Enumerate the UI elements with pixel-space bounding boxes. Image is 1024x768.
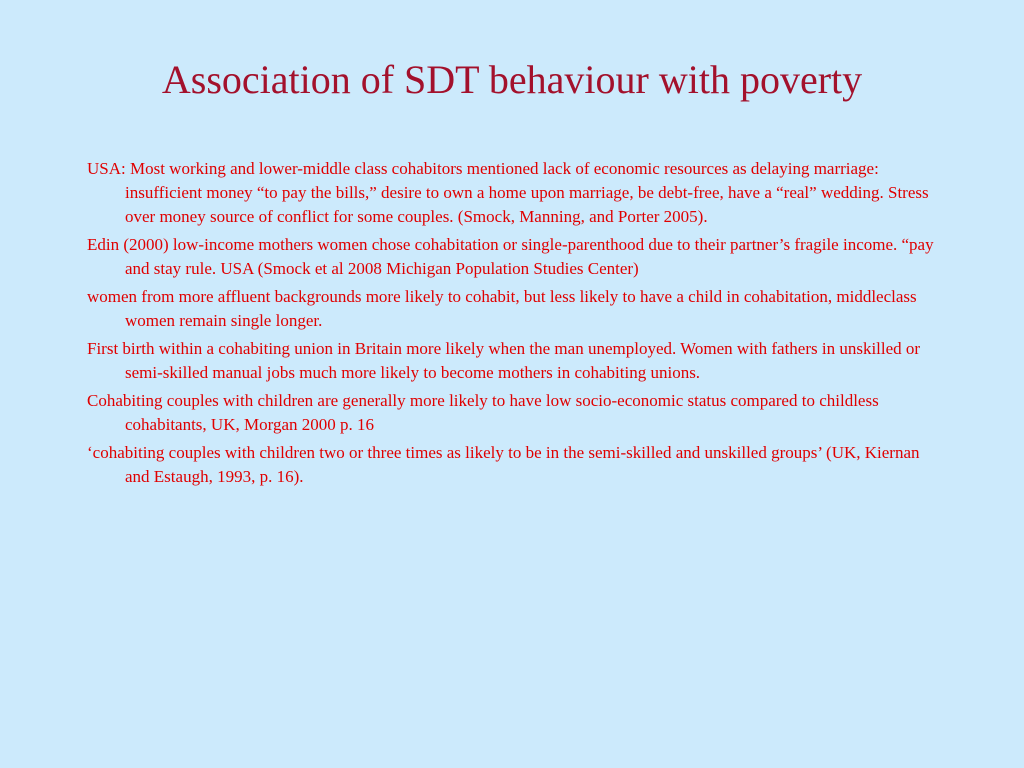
paragraph-edin-2000: Edin (2000) low-income mothers women chose cohabitation or single-parenthood due to their partner’s fragile income. “pay and stay rule. USA (Smock et al 2008 Michigan Population Studies Center): [87, 235, 934, 278]
paragraph-affluent-women: women from more affluent backgrounds more likely to cohabit, but less likely to have a child in cohabitation, middleclass women remain single longer.: [87, 287, 917, 330]
paragraph-kiernan-estaugh: ‘cohabiting couples with children two or three times as likely to be in the semi-skilled and unskilled groups’ (UK, Kiernan and Estaugh, 1993, p. 16).: [87, 443, 920, 486]
paragraph-first-birth-britain: First birth within a cohabiting union in Britain more likely when the man unemployed. Women with fathers in unskilled or semi-skilled manual jobs much more likely to become mothers in cohabiting unions.: [87, 339, 921, 382]
slide-body: [87, 157, 947, 493]
paragraph-cohabiting-couples-status: Cohabiting couples with children are generally more likely to have low socio-economic status compared to childless cohabitants, UK, Morgan 2000 p. 16: [87, 391, 879, 434]
slide-title: Association of SDT behaviour with poverty: [161, 57, 863, 102]
paragraph-usa-cohabitors: USA: Most working and lower-middle class cohabitors mentioned lack of economic resources as delaying marriage: insufficient money “to pay the bills,” desire to own a home upon marriage, be debt-free, have a “real” wedding. Stress over money source of conflict for some couples. (Smock, Manning, and Porter 2005).: [87, 159, 929, 226]
